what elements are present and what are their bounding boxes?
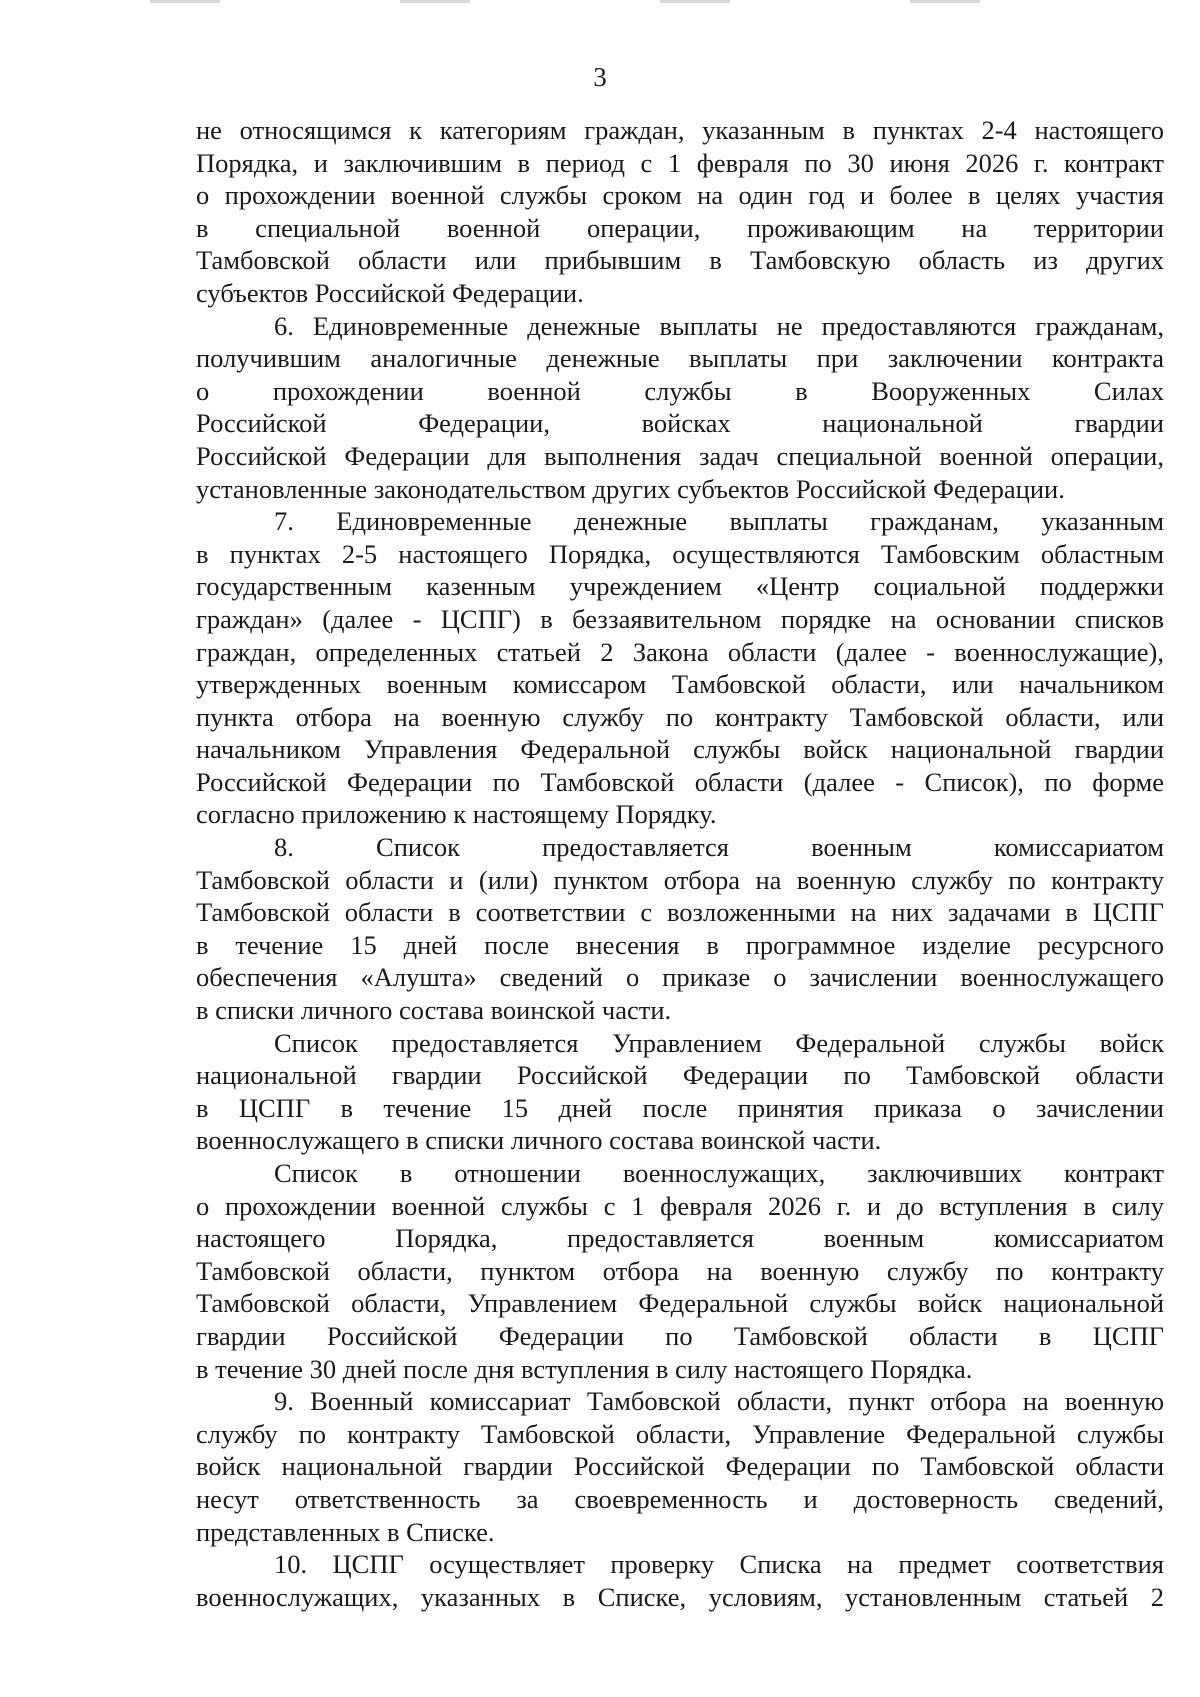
text-line: в пунктах 2-5 настоящего Порядка, осуществляются Тамбовским областным — [196, 538, 1164, 569]
text-line: получившим аналогичные денежные выплаты при заключении контракта — [196, 343, 1164, 374]
text-line: Российской Федерации для выполнения задач специальной военной операции, — [196, 440, 1164, 471]
text-line: Список предоставляется Управлением Федеральной службы войск — [274, 1027, 1164, 1058]
text-line: Тамбовской области или прибывшим в Тамбовскую область из других — [196, 245, 1164, 276]
scan-artifact — [910, 0, 980, 3]
text-line: о прохождении военной службы с 1 февраля 2026 г. и до вступления в силу — [196, 1190, 1164, 1221]
text-line: пункта отбора на военную службу по контракту Тамбовской области, или — [196, 701, 1164, 732]
text-line: гвардии Российской Федерации по Тамбовской области в ЦСПГ — [196, 1320, 1164, 1351]
text-line: военнослужащего в списки личного состава воинской части. — [196, 1125, 882, 1156]
text-line: несут ответственность за своевременность и достоверность сведений, — [196, 1483, 1164, 1514]
text-line: утвержденных военным комиссаром Тамбовской области, или начальником — [196, 669, 1164, 700]
text-line: Порядка, и заключившим в период с 1 февраля по 30 июня 2026 г. контракт — [196, 147, 1164, 178]
text-line: граждан, определенных статьей 2 Закона области (далее - военнослужащие), — [196, 636, 1164, 667]
text-line: согласно приложению к настоящему Порядку. — [196, 799, 717, 830]
text-line: в специальной военной операции, проживающим на территории — [196, 212, 1164, 243]
document-text — [196, 114, 1164, 1613]
text-line: о прохождении военной службы в Вооруженных Силах — [196, 375, 1164, 406]
text-line: граждан» (далее - ЦСПГ) в беззаявительном порядке на основании списков — [196, 603, 1164, 634]
text-line: настоящего Порядка, предоставляется военным комиссариатом — [196, 1223, 1164, 1254]
text-line: обеспечения «Алушта» сведений о приказе о зачислении военнослужащего — [196, 962, 1164, 993]
text-line: субъектов Российской Федерации. — [196, 277, 584, 308]
text-line: 6. Единовременные денежные выплаты не предоставляются гражданам, — [274, 310, 1164, 341]
text-line: Тамбовской области, Управлением Федеральной службы войск национальной — [196, 1288, 1164, 1319]
text-line: о прохождении военной службы сроком на один год и более в целях участия — [196, 180, 1164, 211]
text-line: государственным казенным учреждением «Центр социальной поддержки — [196, 571, 1164, 602]
text-line: военнослужащих, указанных в Списке, условиям, установленным статьей 2 — [196, 1581, 1164, 1612]
text-line: 7. Единовременные денежные выплаты гражданам, указанным — [274, 506, 1164, 537]
text-line: не относящимся к категориям граждан, указанным в пунктах 2-4 настоящего — [196, 115, 1164, 145]
text-line: Список в отношении военнослужащих, заключивших контракт — [274, 1158, 1164, 1188]
scan-artifact — [150, 0, 220, 3]
scan-artifact — [660, 0, 730, 3]
text-line: в списки личного состава воинской части. — [196, 995, 672, 1026]
text-line: в течение 15 дней после внесения в программное изделие ресурсного — [196, 929, 1164, 960]
page-number: 3 — [593, 62, 607, 92]
text-line: установленные законодательством других субъектов Российской Федерации. — [196, 473, 1065, 504]
text-line: 10. ЦСПГ осуществляет проверку Списка на предмет соответствия — [274, 1549, 1164, 1580]
text-line: в течение 30 дней после дня вступления в силу настоящего Порядка. — [196, 1353, 973, 1384]
scan-artifact — [400, 0, 470, 3]
text-line: 9. Военный комиссариат Тамбовской области, пункт отбора на военную — [274, 1386, 1164, 1417]
text-line: войск национальной гвардии Российской Федерации по Тамбовской области — [196, 1451, 1164, 1482]
text-line: национальной гвардии Российской Федерации по Тамбовской области — [196, 1060, 1164, 1091]
text-line: Российской Федерации по Тамбовской области (далее - Список), по форме — [196, 766, 1164, 797]
text-line: 8. Список предоставляется военным комиссариатом — [274, 832, 1164, 863]
text-line: Тамбовской области в соответствии с возложенными на них задачами в ЦСПГ — [196, 897, 1164, 928]
text-line: Российской Федерации, войсках национальной гвардии — [196, 408, 1164, 439]
text-line: службу по контракту Тамбовской области, Управление Федеральной службы — [196, 1418, 1164, 1449]
text-line: начальником Управления Федеральной службы войск национальной гвардии — [196, 734, 1164, 765]
text-line: Тамбовской области и (или) пунктом отбора на военную службу по контракту — [196, 864, 1164, 895]
text-line: Тамбовской области, пунктом отбора на военную службу по контракту — [196, 1255, 1164, 1286]
text-line: в ЦСПГ в течение 15 дней после принятия приказа о зачислении — [196, 1092, 1164, 1123]
text-line: представленных в Списке. — [196, 1516, 495, 1547]
